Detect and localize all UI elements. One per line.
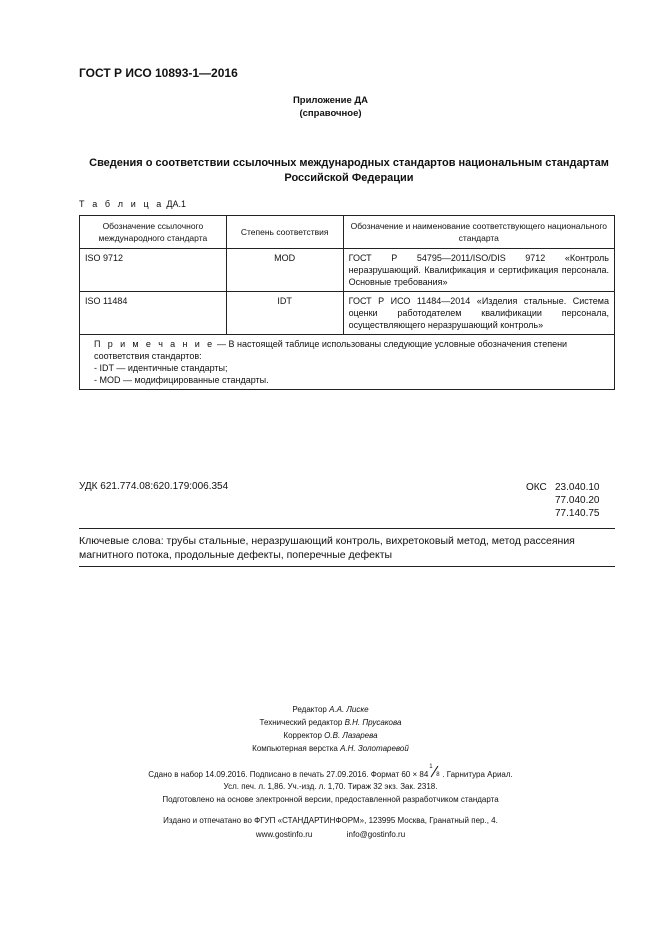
table-label xyxy=(79,199,186,209)
udc-code: УДК 621.774.08:620.179:006.354 xyxy=(79,481,229,492)
credit-role: Редактор xyxy=(292,705,327,714)
note-item-idt: - IDT — идентичные стандарты; xyxy=(94,363,228,373)
cell-national: ГОСТ Р 54795—2011/ISO/DIS 9712 «Контроль неразрушающий. Квалификация и сертификация персонала. Основные требования» xyxy=(343,249,614,292)
keywords: Ключевые слова: трубы стальные, неразрушающий контроль, вихретоковый метод, метод рассеяния магнитного потока, продольные дефекты, поперечные дефекты xyxy=(79,535,575,561)
cell-degree: MOD xyxy=(226,249,343,292)
section-title xyxy=(79,156,619,186)
credit-name: О.В. Лазарева xyxy=(324,731,378,740)
divider-top xyxy=(79,528,615,529)
credit-name: В.Н. Прусакова xyxy=(344,718,402,727)
correspondence-table xyxy=(79,215,615,390)
section-title-line2: Российской Федерации xyxy=(284,172,414,184)
credit-layout xyxy=(0,744,661,753)
imprint-line1 xyxy=(0,764,661,779)
table-header-row xyxy=(80,216,615,249)
divider-bottom xyxy=(79,566,615,567)
table-label-prefix: Т а б л и ц а xyxy=(79,199,164,209)
table-label-number: ДА.1 xyxy=(166,199,187,209)
imprint-line2: Усл. печ. л. 1,86. Уч.-изд. л. 1,70. Тираж 32 экз. Зак. 2318. xyxy=(223,782,438,791)
publisher-contacts xyxy=(0,830,661,839)
credit-role: Технический редактор xyxy=(259,718,343,727)
fraction-slash-icon xyxy=(428,766,442,778)
document-number: ГОСТ Р ИСО 10893-1—2016 xyxy=(79,66,238,80)
publisher-email: info@gostinfo.ru xyxy=(346,830,406,839)
publisher-site: www.gostinfo.ru xyxy=(255,830,313,839)
cell-ref: ISO 11484 xyxy=(80,292,227,335)
table-note-row xyxy=(80,335,615,390)
okc-code: 23.040.10 xyxy=(555,482,600,493)
annex-subtitle: (справочное) xyxy=(299,108,362,119)
okc-code: 77.140.75 xyxy=(555,508,600,519)
header-degree: Степень соответствия xyxy=(226,216,343,249)
credit-proofreader xyxy=(0,731,661,740)
credit-tech-editor xyxy=(0,718,661,727)
note-text: — В настоящей таблице использованы следующие условные обозначения степени соответствия стандартов: xyxy=(94,339,568,361)
credit-role: Корректор xyxy=(283,731,322,740)
credit-role: Компьютерная верстка xyxy=(252,744,338,753)
credit-editor xyxy=(0,705,661,714)
annex-title: Приложение ДА xyxy=(292,95,369,106)
okc-codes xyxy=(526,481,600,520)
header-ref-standard: Обозначение ссылочного международного стандарта xyxy=(80,216,227,249)
cell-national: ГОСТ Р ИСО 11484—2014 «Изделия стальные. Система оценки работодателем квалификации персонала, осуществляющего неразрушающий контроль» xyxy=(343,292,614,335)
imprint-line1-a: Сдано в набор 14.09.2016. Подписано в печать 27.09.2016. Формат 60 × 84 xyxy=(148,770,429,779)
publisher-line: Издано и отпечатано во ФГУП «СТАНДАРТИНФОРМ», 123995 Москва, Гранатный пер., 4. xyxy=(163,816,498,825)
table-row xyxy=(80,249,615,292)
table-row xyxy=(80,292,615,335)
table-note xyxy=(80,335,615,390)
note-label: П р и м е ч а н и е xyxy=(94,339,215,349)
format-fraction xyxy=(428,764,442,778)
section-title-line1: Сведения о соответствии ссылочных международных стандартов национальным стандартам xyxy=(89,157,609,169)
fraction-denominator: 8 xyxy=(436,772,440,778)
cell-degree: IDT xyxy=(226,292,343,335)
cell-ref: ISO 9712 xyxy=(80,249,227,292)
okc-label: ОКС xyxy=(526,482,547,493)
credit-name: А.Н. Золотаревой xyxy=(340,744,409,753)
note-item-mod: - MOD — модифицированные стандарты. xyxy=(94,375,269,385)
credit-name: А.А. Лиске xyxy=(329,705,369,714)
fraction-numerator: 1 xyxy=(429,764,433,770)
okc-code: 77.040.20 xyxy=(555,495,600,506)
imprint-line1-b: . Гарнитура Ариал. xyxy=(442,770,513,779)
header-national-standard: Обозначение и наименование соответствующего национального стандарта xyxy=(343,216,614,249)
imprint-line3: Подготовлено на основе электронной версии, предоставленной разработчиком стандарта xyxy=(162,795,499,804)
